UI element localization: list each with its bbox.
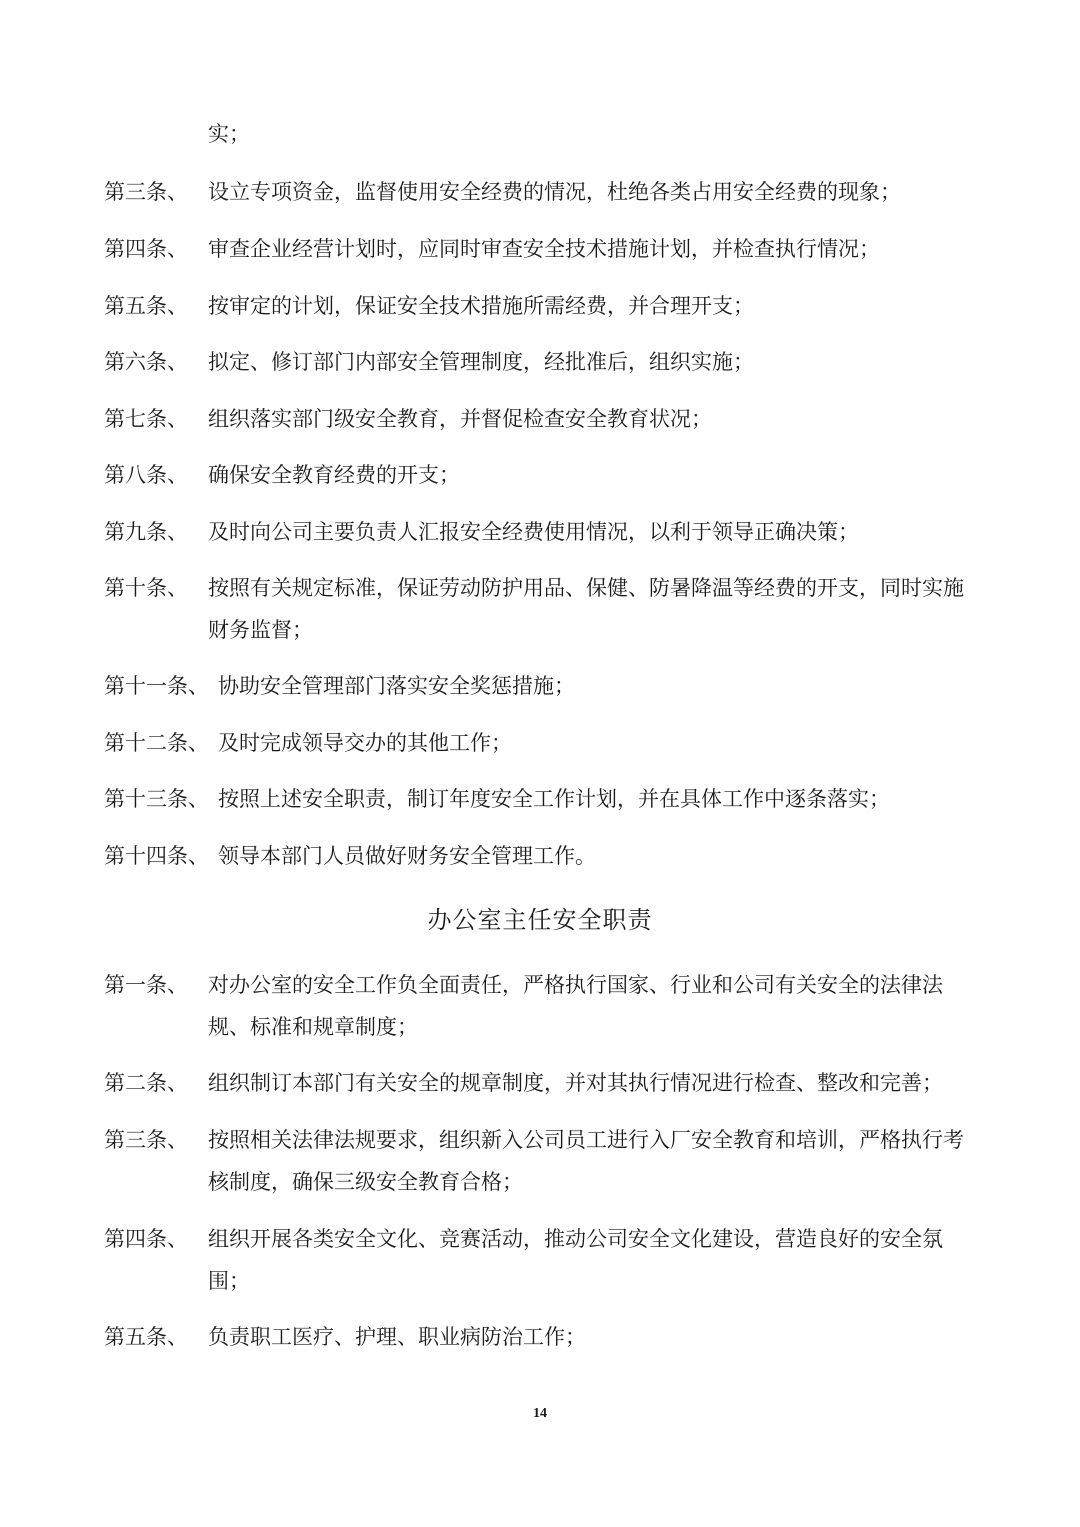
article-number: 第十三条、 bbox=[104, 787, 209, 811]
article-s1-12 bbox=[104, 722, 984, 764]
article-text: 对办公室的安全工作负全面责任，严格执行国家、行业和公司有关安全的法律法规、标准和规章制度； bbox=[208, 973, 943, 1039]
article-text: 确保安全教育经费的开支； bbox=[208, 463, 460, 487]
article-text: 按审定的计划，保证安全技术措施所需经费，并合理开支； bbox=[208, 294, 754, 318]
article-number: 第六条、 bbox=[104, 350, 188, 374]
article-text: 拟定、修订部门内部安全管理制度，经批准后，组织实施； bbox=[208, 350, 754, 374]
article-number: 第八条、 bbox=[104, 463, 188, 487]
article-s2-3 bbox=[104, 1119, 984, 1203]
article-text: 组织开展各类安全文化、竞赛活动，推动公司安全文化建设，营造良好的安全氛围； bbox=[208, 1227, 943, 1293]
page-number: 14 bbox=[533, 1406, 547, 1421]
article-number: 第九条、 bbox=[104, 520, 188, 544]
article-text: 及时向公司主要负责人汇报安全经费使用情况，以利于领导正确决策； bbox=[208, 520, 859, 544]
article-s1-3 bbox=[104, 171, 984, 213]
article-number: 第十条、 bbox=[104, 576, 188, 600]
article-s2-4 bbox=[104, 1218, 984, 1302]
article-number: 第一条、 bbox=[104, 973, 188, 997]
article-s1-9 bbox=[104, 511, 984, 553]
article-text: 及时完成领导交办的其他工作； bbox=[218, 731, 512, 755]
article-text: 按照相关法律法规要求，组织新入公司员工进行入厂安全教育和培训，严格执行考核制度，确保三级安全教育合格； bbox=[208, 1128, 964, 1194]
article-s2-2 bbox=[104, 1062, 984, 1104]
article-text: 组织制订本部门有关安全的规章制度，并对其执行情况进行检查、整改和完善； bbox=[208, 1071, 943, 1095]
article-s1-4 bbox=[104, 228, 984, 270]
article-text: 按照上述安全职责，制订年度安全工作计划，并在具体工作中逐条落实； bbox=[218, 787, 890, 811]
article-number: 第三条、 bbox=[104, 1128, 188, 1152]
section-title: 办公室主任安全职责 bbox=[427, 906, 653, 934]
article-number: 第四条、 bbox=[104, 237, 188, 261]
article-s1-13 bbox=[104, 778, 984, 820]
article-s1-11 bbox=[104, 665, 984, 707]
article-s1-5 bbox=[104, 285, 984, 327]
article-number: 第二条、 bbox=[104, 1071, 188, 1095]
article-number: 第七条、 bbox=[104, 407, 188, 431]
continuation-line: 实； bbox=[208, 122, 250, 146]
article-s2-1 bbox=[104, 964, 984, 1048]
article-number: 第三条、 bbox=[104, 180, 188, 204]
article-text: 领导本部门人员做好财务安全管理工作。 bbox=[218, 844, 596, 868]
article-text: 设立专项资金，监督使用安全经费的情况，杜绝各类占用安全经费的现象； bbox=[208, 180, 901, 204]
article-text: 按照有关规定标准，保证劳动防护用品、保健、防暑降温等经费的开支，同时实施财务监督； bbox=[208, 576, 964, 642]
article-text: 审查企业经营计划时，应同时审查安全技术措施计划，并检查执行情况； bbox=[208, 237, 880, 261]
article-s1-8 bbox=[104, 454, 984, 496]
article-text: 负责职工医疗、护理、职业病防治工作； bbox=[208, 1325, 586, 1349]
article-number: 第十一条、 bbox=[104, 674, 209, 698]
article-number: 第十四条、 bbox=[104, 844, 209, 868]
article-s2-5 bbox=[104, 1316, 984, 1358]
article-text: 协助安全管理部门落实安全奖惩措施； bbox=[218, 674, 575, 698]
article-number: 第十二条、 bbox=[104, 731, 209, 755]
article-s1-7 bbox=[104, 398, 984, 440]
article-number: 第五条、 bbox=[104, 1325, 188, 1349]
article-s1-14 bbox=[104, 835, 984, 877]
article-number: 第五条、 bbox=[104, 294, 188, 318]
article-text: 组织落实部门级安全教育，并督促检查安全教育状况； bbox=[208, 407, 712, 431]
article-s1-6 bbox=[104, 341, 984, 383]
article-s1-10 bbox=[104, 567, 984, 651]
article-number: 第四条、 bbox=[104, 1227, 188, 1251]
